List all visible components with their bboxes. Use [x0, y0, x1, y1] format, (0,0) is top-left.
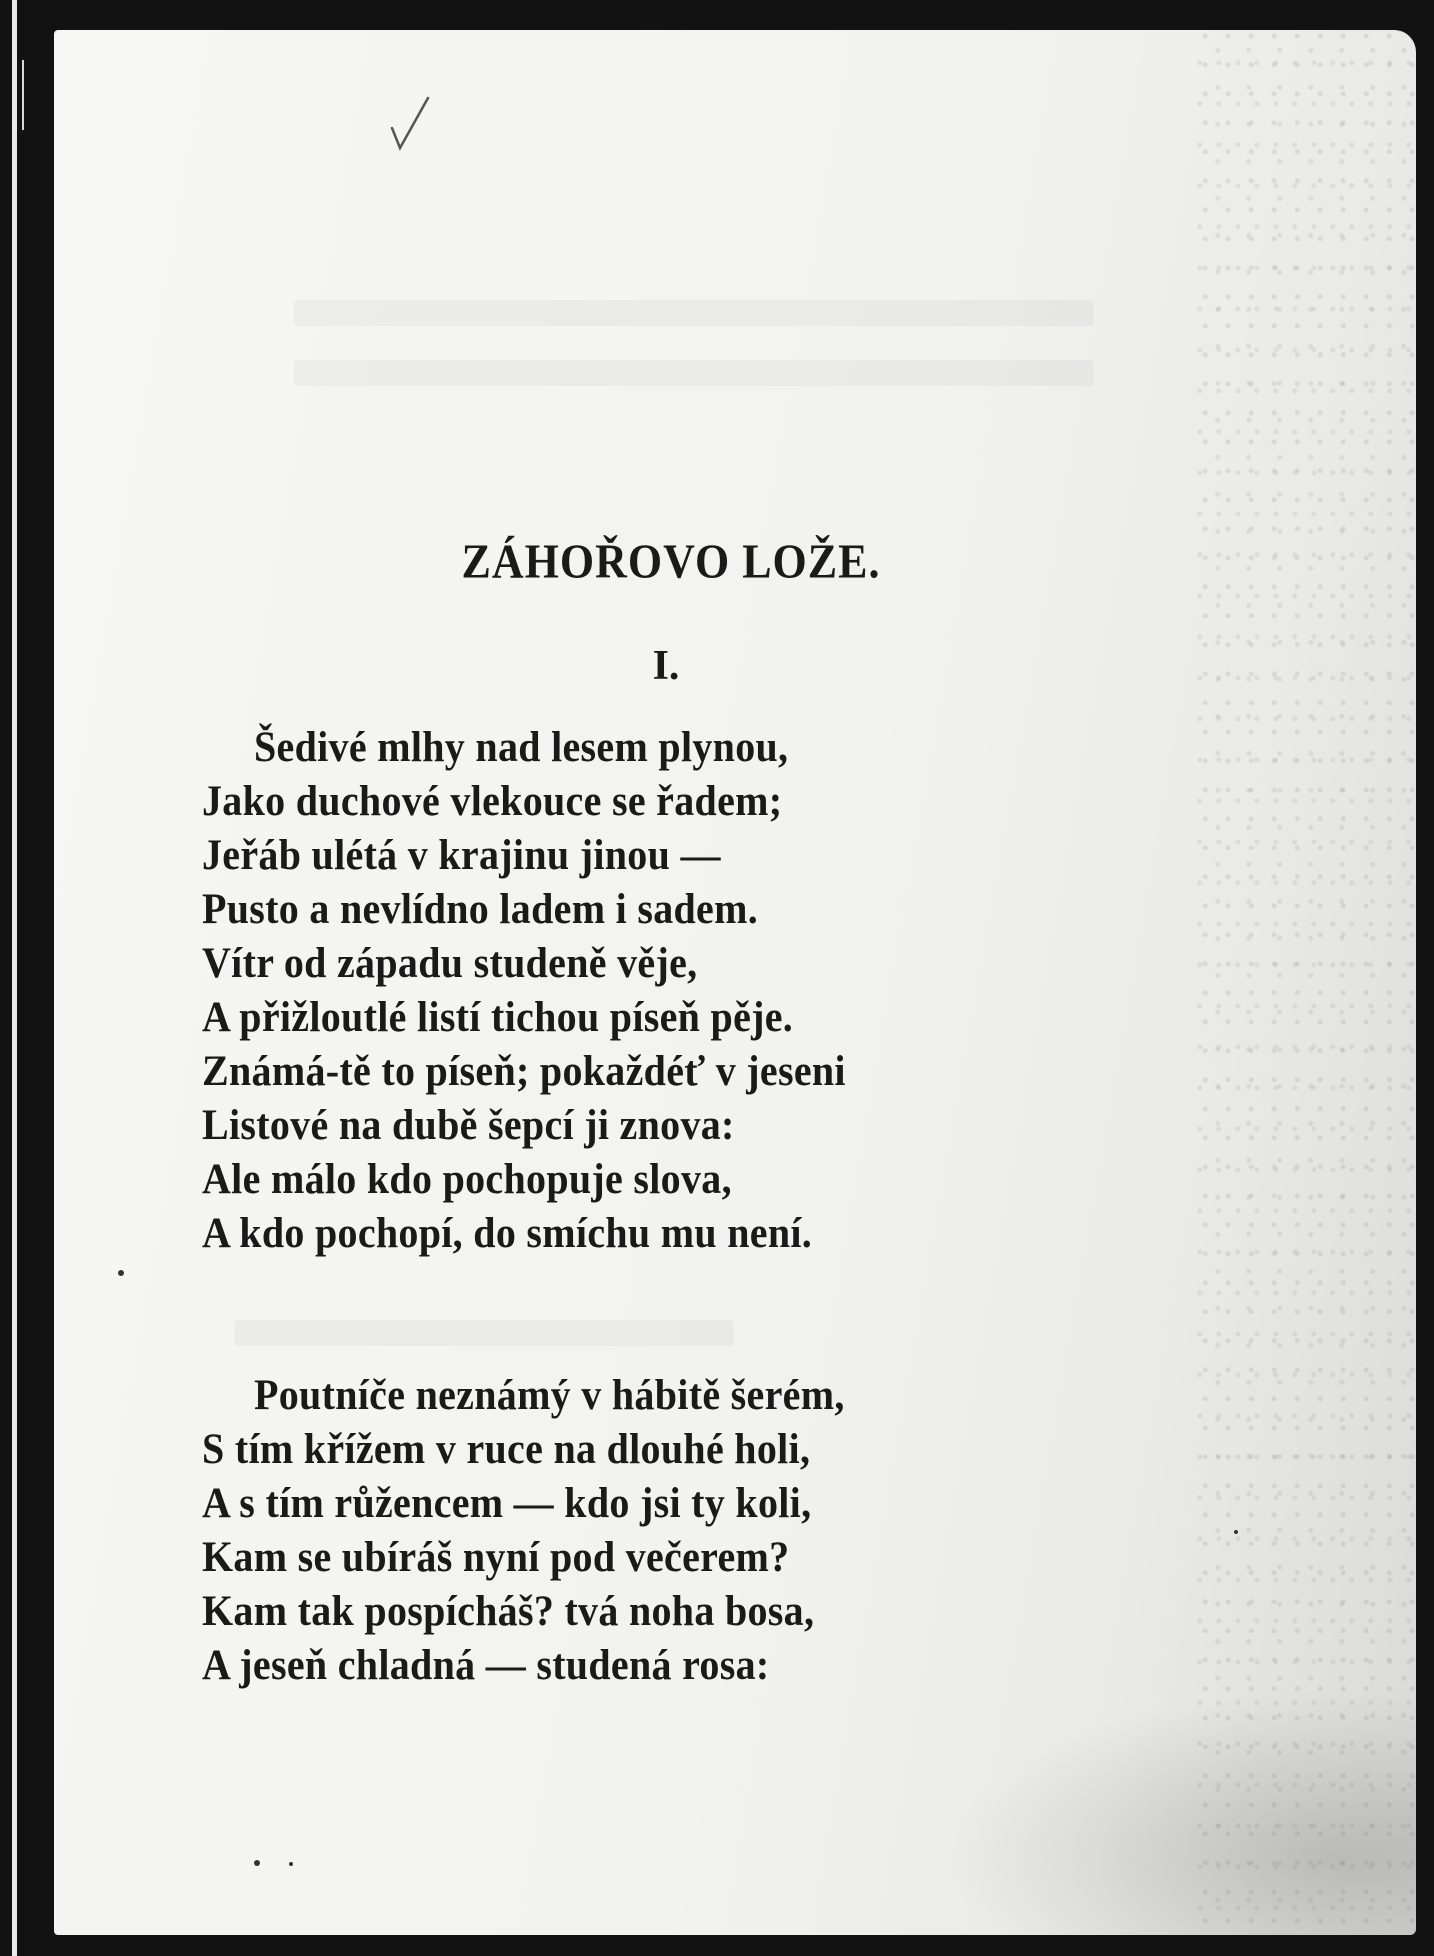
poem-line: Vítr od západu studeně věje,	[202, 938, 698, 987]
book-page	[54, 30, 1416, 1935]
poem-line: Pusto a nevlídno ladem i sadem.	[202, 884, 759, 933]
poem-line: Poutníče neznámý v hábitě šerém,	[254, 1370, 845, 1419]
poem-line: Jeřáb ulétá v krajinu jinou —	[202, 830, 721, 879]
speck	[1234, 1530, 1238, 1534]
speck	[118, 1270, 124, 1276]
stanza-1	[202, 720, 846, 1260]
bleed-through-line	[234, 1320, 734, 1346]
poem-line: Kam se ubíráš nyní pod večerem?	[202, 1532, 790, 1581]
poem-line: Kam tak pospícháš? tvá noha bosa,	[202, 1586, 815, 1635]
paper-stain-bottom	[916, 1675, 1416, 1935]
poem-line: A jeseň chladná — studená rosa:	[202, 1640, 770, 1689]
poem-line: A kdo pochopí, do smíchu mu není.	[202, 1208, 813, 1257]
poem-line: S tím křížem v ruce na dlouhé holi,	[202, 1424, 811, 1473]
poem-line: Známá-tě to píseň; pokaždéť v jeseni	[202, 1046, 846, 1095]
poem-line: Ale málo kdo pochopuje slova,	[202, 1154, 732, 1203]
poem-line: Listové na dubě šepcí ji znova:	[202, 1100, 735, 1149]
left-page-edge-mark	[22, 60, 24, 130]
poem-line: Jako duchové vlekouce se řadem;	[202, 776, 783, 825]
bleed-through-line	[294, 360, 1094, 386]
speck	[254, 1860, 260, 1866]
left-page-edge	[12, 0, 17, 1956]
pencil-check-mark	[384, 90, 444, 160]
poem-line: A s tím růžencem — kdo jsi ty koli,	[202, 1478, 812, 1527]
paper-stain-right	[1196, 30, 1416, 1935]
section-number: I.	[652, 643, 680, 689]
speck	[289, 1862, 293, 1866]
poem-line: A přižloutlé listí tichou píseň pěje.	[202, 992, 794, 1041]
poem-title: ZÁHOŘOVO LOŽE.	[461, 534, 881, 589]
bleed-through-line	[294, 300, 1094, 326]
poem-line: Šedivé mlhy nad lesem plynou,	[254, 722, 789, 771]
stanza-2	[202, 1368, 845, 1692]
